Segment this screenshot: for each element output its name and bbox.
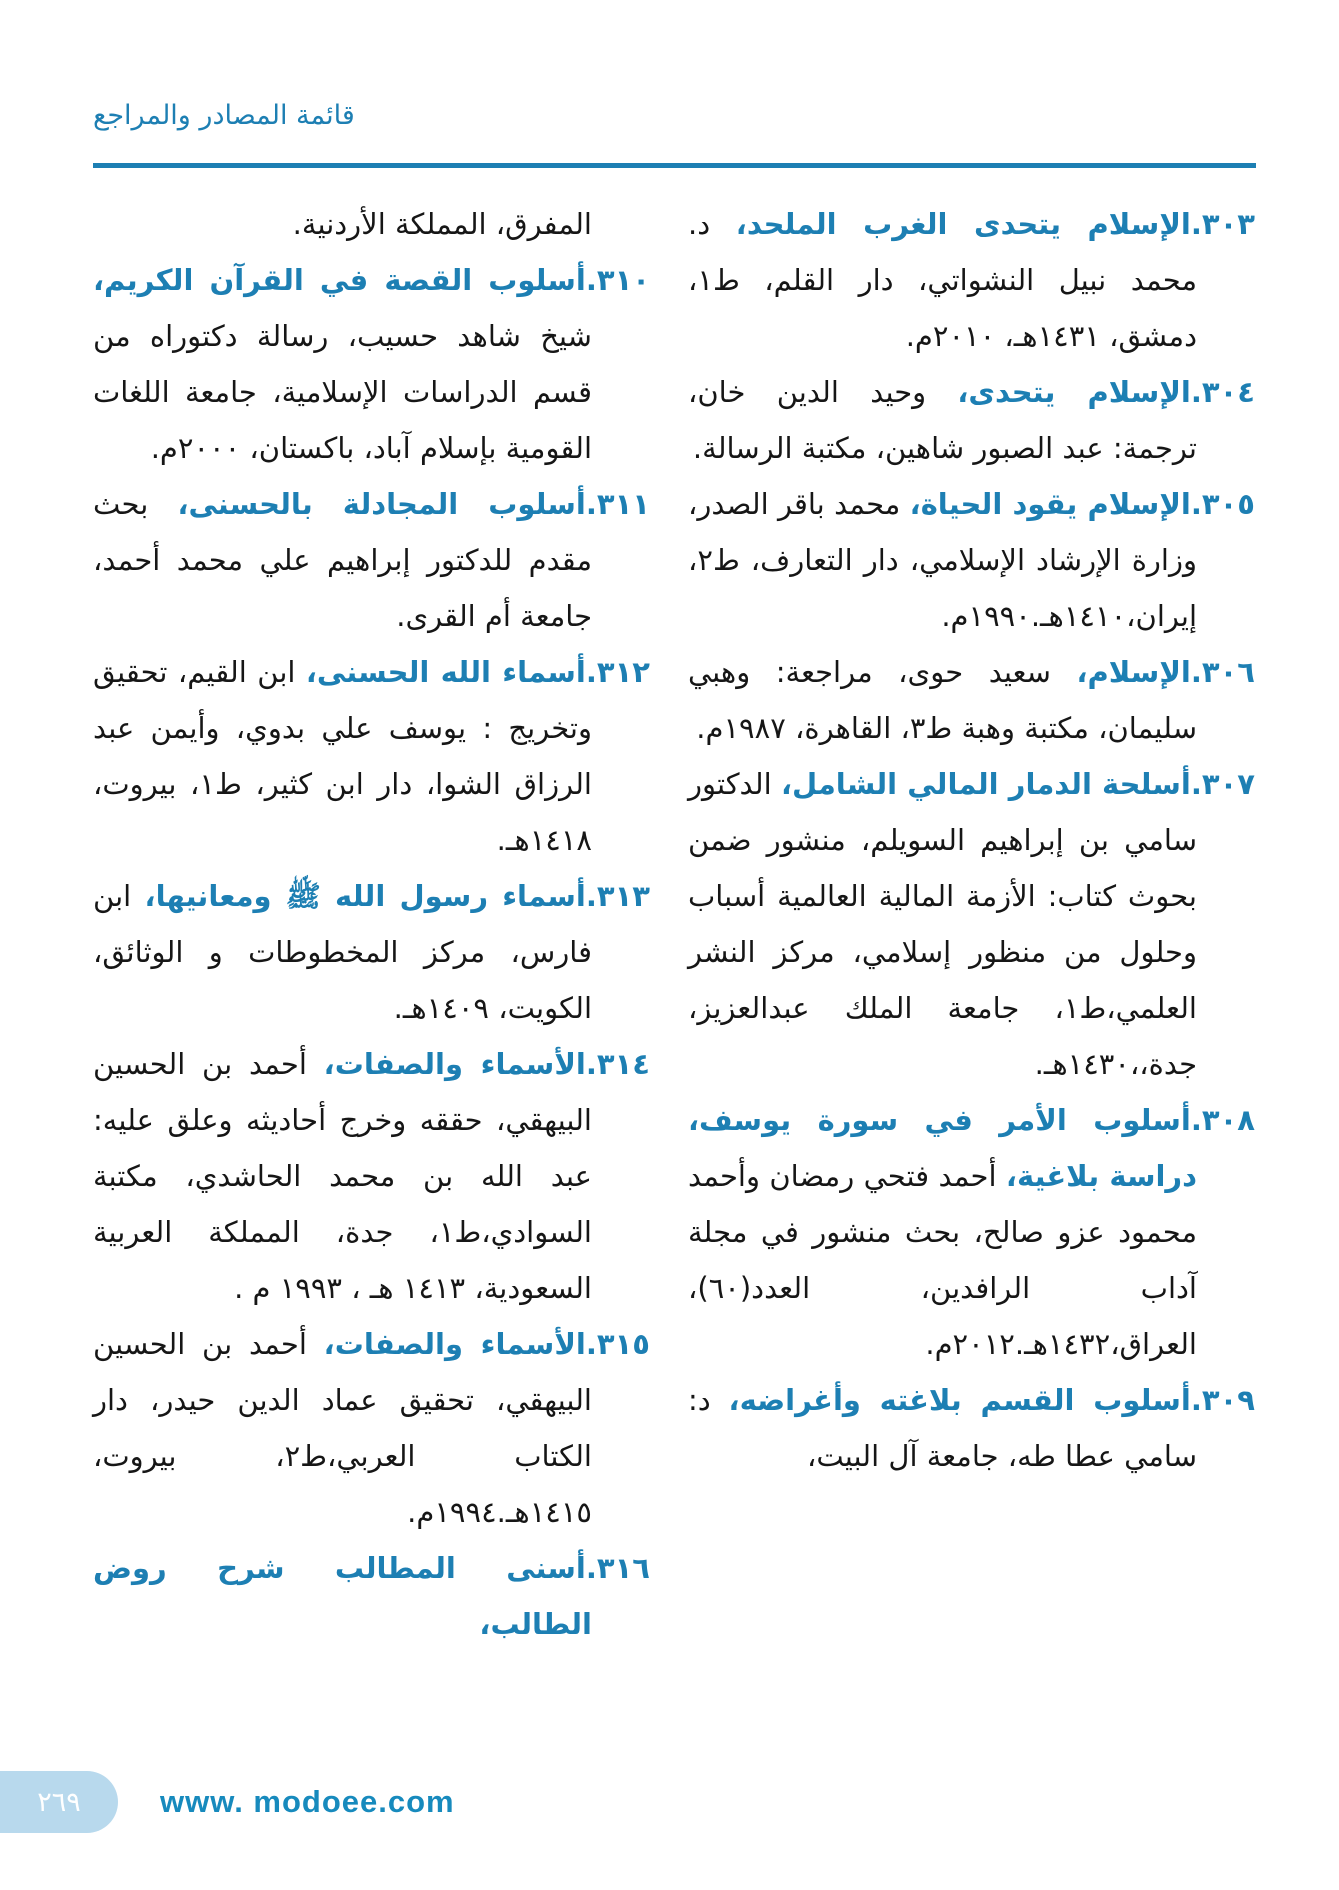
entry-body: أحمد بن الحسين البيهقي، تحقيق عماد الدين حيدر، دار الكتاب العربي،ط٢، بيروت، ١٤١٥هـ.١٩٩٤م. (93, 1327, 592, 1529)
entry-title: أسلحة الدمار المالي الشامل، (780, 767, 1191, 801)
entry-body: الدكتور سامي بن إبراهيم السويلم، منشور ضمن بحوث كتاب: الأزمة المالية العالمية أسباب وحلول من منظور إسلامي، مركز النشر العلمي،ط١، جامعة الملك عبدالعزيز، جدة،،١٤٣٠هـ. (688, 767, 1197, 1081)
entry-title: الإسلام يقود الحياة، (909, 487, 1191, 521)
entry-title: أسلوب الأمر في سورة يوسف، دراسة بلاغية، (688, 1103, 1197, 1193)
entry-title: أسماء الله الحسنى، (305, 655, 586, 689)
entry-title: أسنى المطالب شرح روض الطالب، (93, 1551, 592, 1641)
entry-body: بحث مقدم للدكتور إبراهيم علي محمد أحمد، جامعة أم القرى. (93, 487, 592, 633)
entry-number: ٣٠٤. (1190, 375, 1255, 409)
entries-container-right (688, 196, 1255, 1484)
entry-title: أسلوب المجادلة بالحسنى، (177, 487, 586, 521)
bibliography-entry (93, 1540, 650, 1652)
entry-body: ابن فارس، مركز المخطوطات و الوثائق، الكويت، ١٤٠٩هـ. (93, 879, 592, 1025)
entry-body: سعيد حوى، مراجعة: وهبي سليمان، مكتبة وهبة ط٣، القاهرة، ١٩٨٧م. (688, 655, 1197, 745)
entry-number: ٣٠٩. (1190, 1383, 1255, 1417)
entry-title: الإسلام، (1076, 655, 1191, 689)
website-text: www. modoee.com (160, 1784, 455, 1819)
entry-title: الأسماء والصفات، (323, 1047, 586, 1081)
bibliography-entry (93, 1316, 650, 1540)
bibliography-entry (688, 476, 1255, 644)
entry-number: ٣١٥. (585, 1327, 650, 1361)
bibliography-entry (688, 644, 1255, 756)
carryover-line: المفرق، المملكة الأردنية. (292, 207, 592, 241)
page-number-badge (0, 1771, 118, 1833)
bibliography-entry (93, 1036, 650, 1316)
bibliography-entry (93, 252, 650, 476)
entry-number: ٣١٤. (585, 1047, 650, 1081)
entry-number: ٣٠٣. (1190, 207, 1255, 241)
entry-title: أسلوب القسم بلاغته وأغراضه، (728, 1383, 1191, 1417)
entry-title: الأسماء والصفات، (323, 1327, 586, 1361)
entry-title: أسماء رسول الله ﷺ ومعانيها، (144, 879, 586, 913)
page-header-title: قائمة المصادر والمراجع (93, 100, 355, 131)
entry-title: أسلوب القصة في القرآن الكريم، (93, 263, 586, 297)
entry-body: أحمد بن الحسين البيهقي، حققه وخرج أحاديثه وعلق عليه: عبد الله بن محمد الحاشدي، مكتبة السوادي،ط١، جدة، المملكة العربية السعودية، ١٤١٣ هـ ، ١٩٩٣ م . (93, 1047, 592, 1305)
entry-body: محمد باقر الصدر، وزارة الإرشاد الإسلامي، دار التعارف، ط٢، إيران،١٤١٠هـ.١٩٩٠م. (688, 487, 1197, 633)
entry-body: د: سامي عطا طه، جامعة آل البيت، (688, 1383, 1197, 1473)
entry-number: ٣٠٨. (1190, 1103, 1255, 1137)
bibliography-entry (93, 644, 650, 868)
bibliography-entry (688, 756, 1255, 1092)
bibliography-entry (93, 476, 650, 644)
entry-number: ٣١٢. (585, 655, 650, 689)
bibliography-entry (688, 196, 1255, 364)
header-rule (93, 163, 1256, 168)
entry-number: ٣٠٧. (1190, 767, 1255, 801)
bibliography-entry (688, 364, 1255, 476)
entry-title: الإسلام يتحدى الغرب الملحد، (735, 207, 1191, 241)
bibliography-entry (93, 868, 650, 1036)
entry-body: د. محمد نبيل النشواتي، دار القلم، ط١، دمشق، ١٤٣١هـ، ٢٠١٠م. (688, 207, 1197, 353)
entry-number: ٣١١. (585, 487, 650, 521)
entry-number: ٣١٣. (585, 879, 650, 913)
entries-container-left (93, 252, 650, 1652)
entry-body: شيخ شاهد حسيب، رسالة دكتوراه من قسم الدراسات الإسلامية، جامعة اللغات القومية بإسلام آباد، باكستان، ٢٠٠٠م. (93, 319, 592, 465)
entry-number: ٣٠٦. (1190, 655, 1255, 689)
entry-number: ٣١٠. (585, 263, 650, 297)
entry-number: ٣١٦. (585, 1551, 650, 1585)
page-number: ٢٦٩ (37, 1786, 81, 1818)
column-right (688, 196, 1255, 1484)
entry-body: وحيد الدين خان، ترجمة: عبد الصبور شاهين، مكتبة الرسالة. (688, 375, 1197, 465)
column-left (93, 196, 650, 1652)
entry-title: الإسلام يتحدى، (957, 375, 1191, 409)
entry-body: أحمد فتحي رمضان وأحمد محمود عزو صالح، بحث منشور في مجلة آداب الرافدين، العدد(٦٠)، العراق،١٤٣٢هـ.٢٠١٢م. (688, 1159, 1197, 1361)
entry-body: ابن القيم، تحقيق وتخريج : يوسف علي بدوي، وأيمن عبد الرزاق الشوا، دار ابن كثير، ط١، بيروت، ١٤١٨هـ. (93, 655, 592, 857)
entry-number: ٣٠٥. (1190, 487, 1255, 521)
bibliography-entry (688, 1092, 1255, 1372)
bibliography-entry (688, 1372, 1255, 1484)
